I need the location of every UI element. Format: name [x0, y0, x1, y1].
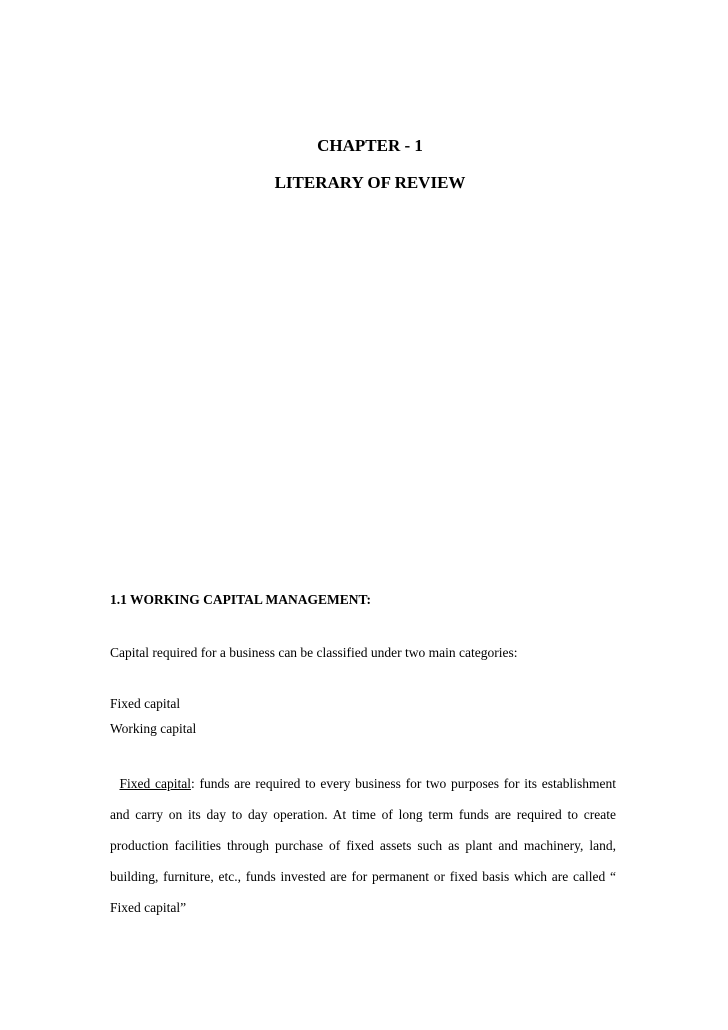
section-heading: 1.1 WORKING CAPITAL MANAGEMENT:: [110, 592, 372, 607]
capital-categories-list: [110, 696, 196, 746]
intro-sentence: Capital required for a business can be classified under two main categories:: [110, 645, 518, 660]
chapter-title: LITERARY OF REVIEW: [274, 173, 466, 192]
fixed-capital-paragraph: [110, 768, 616, 923]
list-item-fixed-capital: Fixed capital: [110, 696, 181, 711]
fixed-capital-term: Fixed capital: [119, 776, 191, 791]
list-item-working-capital: Working capital: [110, 721, 197, 736]
chapter-number: CHAPTER - 1: [317, 136, 423, 155]
fixed-capital-definition: : funds are required to every business for two purposes for its establishment and carry on its day to day operation. At time of long term funds are required to create production facilities through purchase of fixed assets such as plant and machinery, land, building, furniture, etc., funds invested are for permanent or fixed basis which are called “ Fixed capital”: [110, 776, 616, 915]
